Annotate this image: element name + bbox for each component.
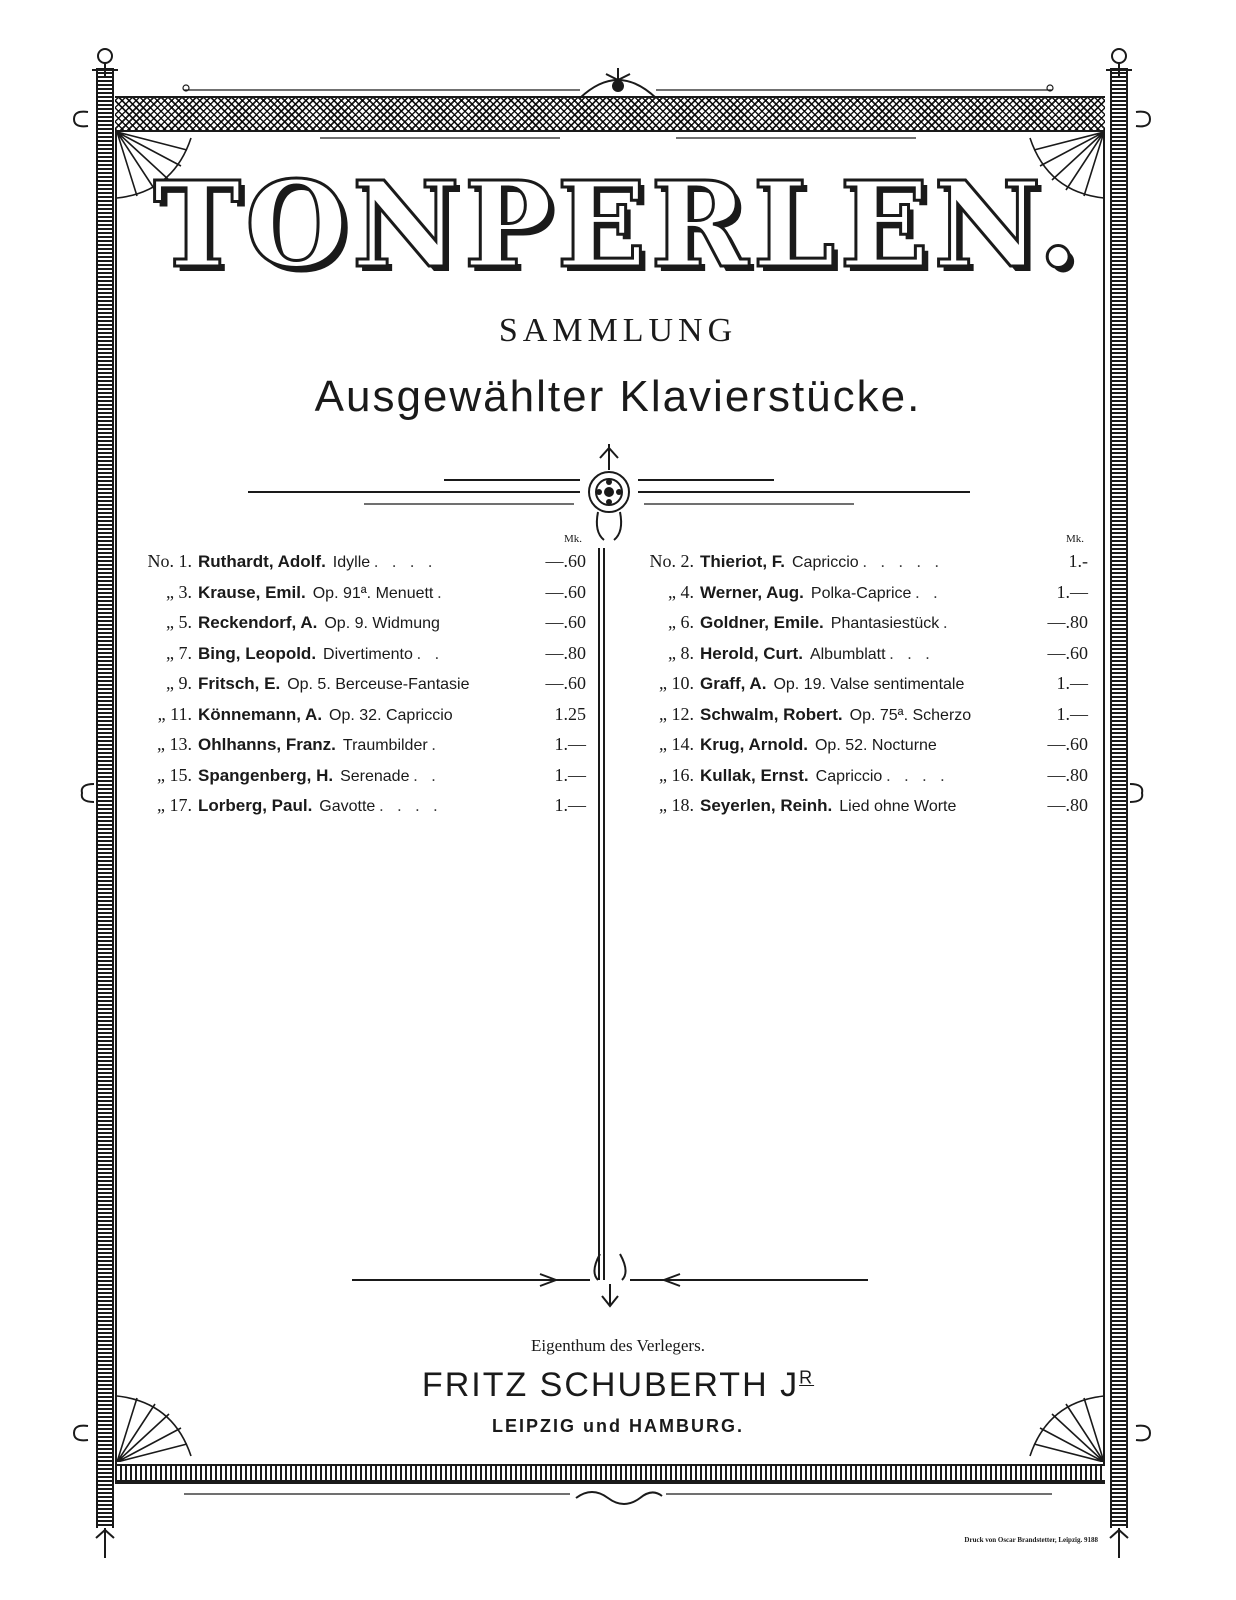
printer-note: Druck von Oscar Brandstetter, Leipzig. 9188 <box>964 1536 1098 1544</box>
item-work: Albumblatt <box>809 645 886 663</box>
publisher-text: FRITZ SCHUBERTH J <box>421 1366 800 1404</box>
item-composer: Thieriot, F. <box>700 552 785 571</box>
item-price: —.80 <box>1047 795 1088 815</box>
item-price: 1.— <box>554 734 586 754</box>
item-work: Capriccio <box>792 554 859 571</box>
item-work: Capriccio <box>815 767 883 785</box>
item-number: „ 10. <box>659 673 694 693</box>
item-work: Serenade <box>340 767 410 785</box>
scroll-left-middle-icon <box>76 780 98 806</box>
item-composer: Werner, Aug. <box>700 582 804 602</box>
list-item <box>632 582 1088 613</box>
item-work: Traumbilder <box>342 737 428 754</box>
item-composer: Ruthardt, Adolf. <box>198 552 326 571</box>
list-item <box>130 612 586 643</box>
list-item <box>130 643 586 674</box>
item-composer: Kullak, Ernst. <box>700 765 809 785</box>
item-price: 1.— <box>1056 581 1088 602</box>
item-number: „ 11. <box>157 703 192 724</box>
item-work: Gavotte <box>319 798 376 815</box>
catalog-left-column <box>130 533 586 826</box>
item-price: 1.— <box>554 764 586 785</box>
item-leader-dots: . . . . <box>374 554 438 571</box>
item-price: —.80 <box>1047 612 1088 632</box>
finial-bottom-left-icon <box>90 1528 120 1560</box>
item-leader-dots: . . <box>915 584 943 602</box>
page-title: TONPERLEN. <box>153 155 1083 294</box>
item-number: No. 1. <box>147 551 192 571</box>
item-composer: Reckendorf, A. <box>198 613 318 632</box>
item-number: „ 17. <box>157 795 192 815</box>
lower-divider-ornament <box>350 1250 870 1310</box>
currency-label: Mk. <box>563 533 582 545</box>
item-composer: Bing, Leopold. <box>198 643 317 663</box>
item-leader-dots: . . <box>416 645 444 663</box>
item-composer: Graff, A. <box>700 674 767 693</box>
item-number: No. 2. <box>649 551 694 571</box>
bottom-hatched-band <box>115 1464 1105 1482</box>
top-hatched-band <box>115 98 1105 132</box>
item-leader-dots: . <box>431 737 441 754</box>
item-work: Lied ohne Worte <box>839 798 957 815</box>
list-item <box>130 704 586 735</box>
list-item <box>130 734 586 765</box>
list-item <box>632 795 1088 826</box>
item-composer: Herold, Curt. <box>700 643 803 663</box>
item-composer: Goldner, Emile. <box>700 613 824 632</box>
list-item <box>130 673 586 704</box>
item-number: „ 18. <box>659 795 694 815</box>
item-number: „ 5. <box>166 612 192 632</box>
item-price: —.80 <box>545 642 586 663</box>
column-divider <box>598 548 605 1280</box>
item-composer: Spangenberg, H. <box>198 765 334 785</box>
currency-label: Mk. <box>1065 533 1084 545</box>
item-composer: Krause, Emil. <box>198 582 306 602</box>
ownership-note: Eigenthum des Verlegers. <box>531 1336 705 1355</box>
item-price: 1.— <box>1056 703 1088 724</box>
finial-bottom-right-icon <box>1104 1528 1134 1560</box>
item-price: —.80 <box>1047 764 1088 785</box>
scroll-left-top-icon <box>68 106 94 132</box>
item-price: 1.— <box>554 795 586 815</box>
list-item <box>632 765 1088 796</box>
item-composer: Lorberg, Paul. <box>198 796 313 815</box>
collection-label: SAMMLUNG <box>498 312 738 349</box>
item-leader-dots: . . . . . <box>862 554 944 571</box>
item-composer: Seyerlen, Reinh. <box>700 796 833 815</box>
item-work: Op. 52. Nocturne <box>814 737 937 754</box>
item-leader-dots: . . . . <box>886 767 950 785</box>
bottom-thin-rule <box>180 1484 1056 1510</box>
list-item <box>130 551 586 582</box>
item-number: „ 4. <box>668 581 694 602</box>
item-leader-dots: . . <box>413 767 441 785</box>
list-item <box>632 643 1088 674</box>
item-work: Op. 32. Capriccio <box>329 706 453 724</box>
publisher-city: LEIPZIG und HAMBURG. <box>492 1416 744 1436</box>
page-subtitle: Ausgewählter Klavierstücke. <box>314 372 922 421</box>
finial-top-left-icon <box>88 42 122 78</box>
item-number: „ 3. <box>166 581 192 602</box>
list-item <box>632 734 1088 765</box>
item-composer: Schwalm, Robert. <box>700 704 843 724</box>
item-price: 1.- <box>1068 551 1088 571</box>
item-work: Divertimento <box>323 645 413 663</box>
item-leader-dots: . . . . <box>379 798 443 815</box>
catalog-right-column <box>632 533 1088 826</box>
item-number: „ 8. <box>668 642 694 663</box>
list-item <box>130 582 586 613</box>
scroll-right-top-icon <box>1130 106 1156 132</box>
item-number: „ 9. <box>166 673 192 693</box>
item-work: Idylle <box>332 554 371 571</box>
item-work: Op. 75ª. Scherzo <box>849 706 972 724</box>
item-number: „ 13. <box>157 734 192 754</box>
item-composer: Krug, Arnold. <box>700 735 808 754</box>
item-price: —.60 <box>545 551 586 571</box>
publisher-name <box>0 1366 1236 1405</box>
item-leader-dots: . . . <box>889 645 935 663</box>
item-leader-dots: . <box>437 584 447 602</box>
list-item <box>632 551 1088 582</box>
finial-top-right-icon <box>1102 42 1136 78</box>
list-item <box>632 612 1088 643</box>
item-composer: Könnemann, A. <box>198 704 323 724</box>
scroll-right-middle-icon <box>1126 780 1148 806</box>
top-thin-rule <box>180 80 1056 96</box>
item-number: „ 6. <box>668 612 694 632</box>
item-price: 1.— <box>1056 673 1088 693</box>
item-price: —.60 <box>545 581 586 602</box>
item-work: Polka-Caprice <box>810 584 912 602</box>
item-price: —.60 <box>545 612 586 632</box>
item-price: 1.25 <box>554 703 586 724</box>
list-item <box>632 704 1088 735</box>
item-work: Op. 9. Widmung <box>324 615 440 632</box>
item-number: „ 16. <box>659 764 694 785</box>
item-price: —.60 <box>545 673 586 693</box>
item-price: —.60 <box>1047 642 1088 663</box>
item-number: „ 15. <box>157 764 192 785</box>
item-number: „ 7. <box>166 642 192 663</box>
item-number: „ 14. <box>659 734 694 754</box>
list-item <box>130 795 586 826</box>
item-work: Op. 91ª. Menuett <box>312 584 434 602</box>
item-price: —.60 <box>1047 734 1088 754</box>
list-item <box>130 765 586 796</box>
item-work: Op. 19. Valse sentimentale <box>773 676 965 693</box>
item-number: „ 12. <box>659 703 694 724</box>
publisher-suffix: R <box>799 1367 815 1388</box>
item-composer: Ohlhanns, Franz. <box>198 735 336 754</box>
item-composer: Fritsch, E. <box>198 674 281 693</box>
item-work: Phantasiestück <box>830 615 940 632</box>
item-leader-dots: . <box>943 615 953 632</box>
list-item <box>632 673 1088 704</box>
upper-thin-rule <box>180 132 1056 148</box>
item-work: Op. 5. Berceuse-Fantasie <box>287 676 470 693</box>
